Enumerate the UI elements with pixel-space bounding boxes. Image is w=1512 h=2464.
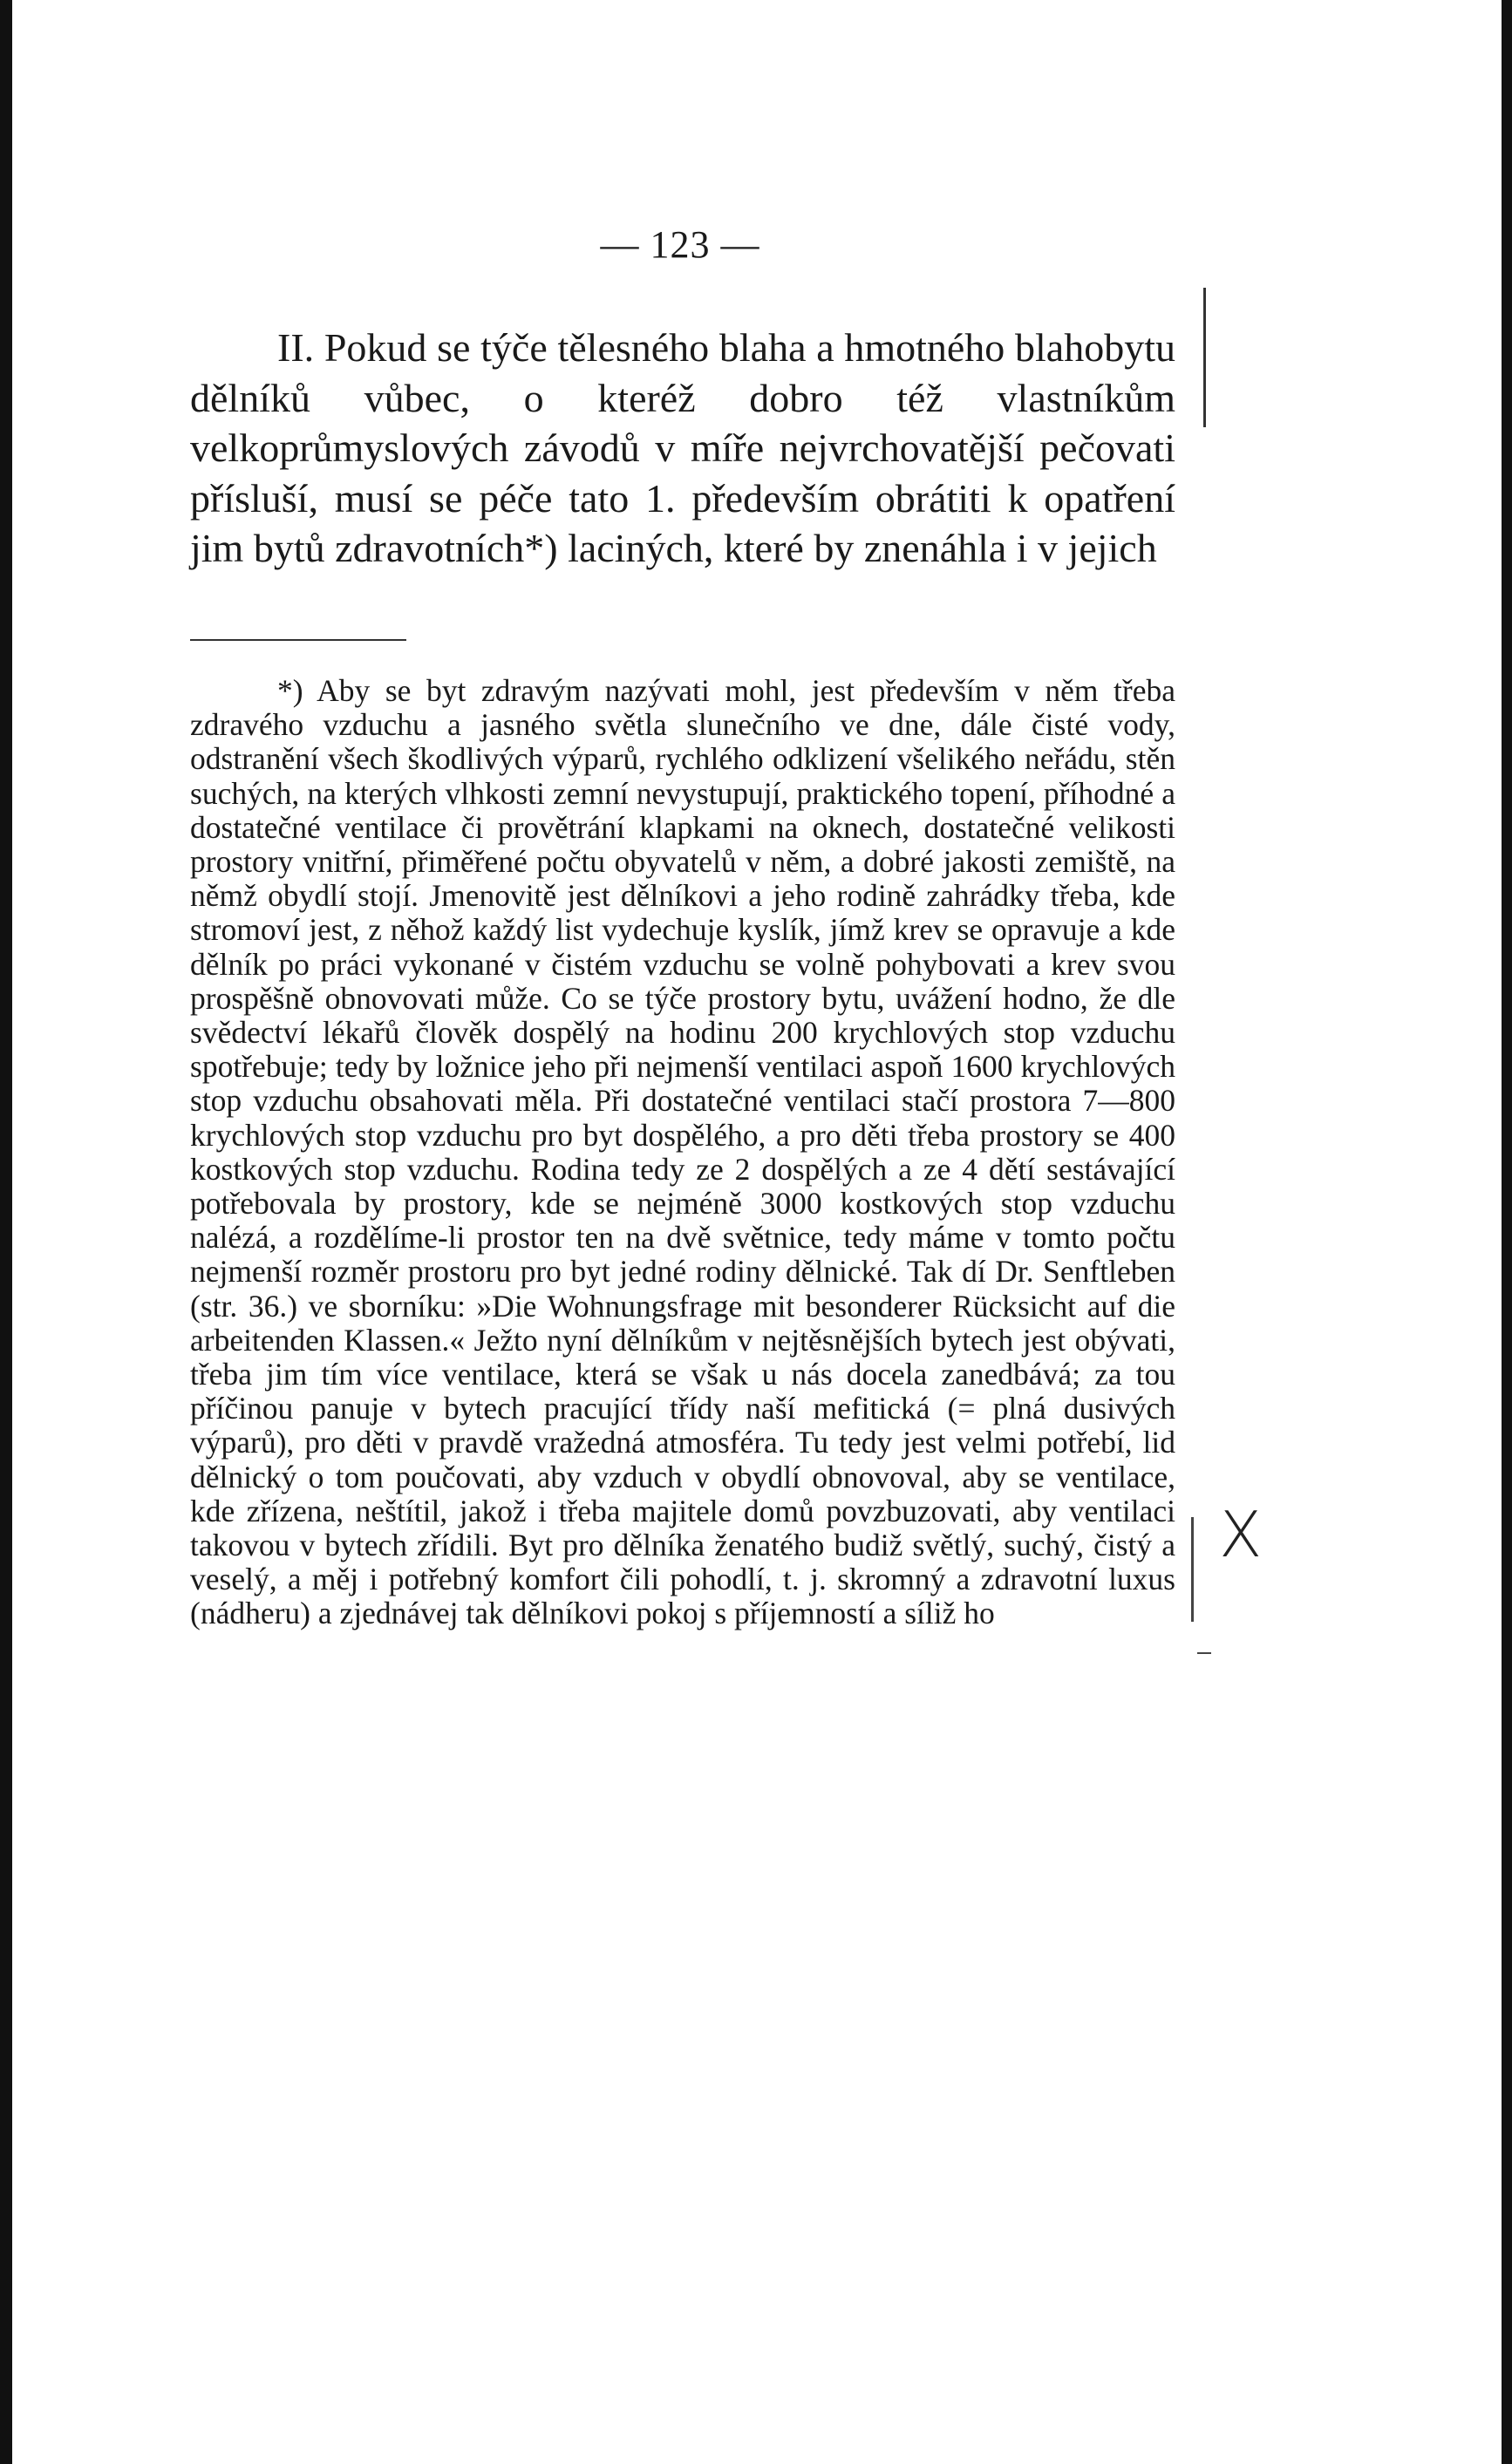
margin-x-annotation: X [1219,1498,1263,1571]
margin-bracket-mark [1193,288,1206,427]
footnote-text: *) Aby se byt zdravým nazývati mohl, jest především v něm třeba zdravého vzduchu a jasného světla slunečního ve dne, dále čisté vody, odstranění všech škodlivých výparů, rychlého odklizení všelikého neřádu, stěn suchých, na kterých vlhkosti zemní nevystupují, praktického topení, příhodné a dostatečné ventilace či provětrání klapkami na oknech, dostatečné velikosti prostory vnitřní, přiměřené počtu obyvatelů v něm, a dobré jakosti zemiště, na němž obydlí stojí. Jmenovitě jest dělníkovi a jeho rodině zahrádky třeba, kde stromoví jest, z něhož každý list vydechuje kyslík, jímž krev se opravuje a kde dělník po práci vykonané v čistém vzduchu se volně pohybovati a krev svou prospěšně obnovovati může. Co se týče prostory bytu, uvážení hodno, že dle svědectví lékařů člověk dospělý na hodinu 200 krychlových stop vzduchu spotřebuje; tedy by ložnice jeho při nejmenší ventilaci aspoň 1600 krychlových stop vzduchu obsahovati měla. Při dostatečné ventilaci stačí prostora 7—800 krychlových stop vzduchu pro byt dospělého, a pro děti třeba prostory se 400 kostkových stop vzduchu. Rodina tedy ze 2 dospělých a ze 4 dětí sestávající potřebovala by prostory, kde se nejméně 3000 kostkových stop vzduchu nalézá, a rozdělíme-li prostor ten na dvě světnice, tedy máme v tomto počtu nejmenší rozměr prostoru pro byt jedné rodiny dělnické. Tak dí Dr. Senftleben (str. 36.) ve sborníku: »Die Wohnungsfrage mit besonderer Rücksicht auf die arbeitenden Klassen.« Ježto nyní dělníkům v nejtěsnějších bytech jest obývati, třeba jim tím více ventilace, která se však u nás docela zanedbává; za tou příčinou panuje v bytech pracující třídy naší mefitická (= plná dusivých výparů), pro děti v pravdě vražedná atmosféra. Tu tedy jest velmi potřebí, lid dělnický o tom poučovati, aby vzduch v obydlí obnovoval, aby se ventilace, kde zřízena, neštítil, jakož i třeba majitele domů povzbuzovati, aby ventilaci takovou v bytech zřídili. Byt pro dělníka ženatého budiž světlý, suchý, čistý a veselý, a měj i potřebný komfort čili pohodlí, t. j. skromný a zdravotní luxus (nádheru) a zjednávej tak dělníkovi pokoj s příjemností a síliž ho [190,673,1175,1631]
footnote-divider [190,639,406,641]
margin-bracket-mark-lower [1191,1517,1202,1622]
margin-dash-mark [1197,1652,1211,1654]
footnote [190,674,1175,1631]
main-paragraph [190,323,1175,574]
scan-edge-left [0,0,12,2464]
page-number: — 123 — [600,223,760,266]
main-paragraph-text: II. Pokud se týče tělesného blaha a hmotného blahobytu dělníků vůbec, o kteréž dobro též vlastníkům velkoprůmyslových závodů v míře nejvrchovatější pečovati přísluší, musí se péče tato 1. především obrátiti k opatření jim bytů zdravotních*) laciných, které by znenáhla i v jejich [190,325,1175,570]
scan-edge-right [1502,0,1512,2464]
